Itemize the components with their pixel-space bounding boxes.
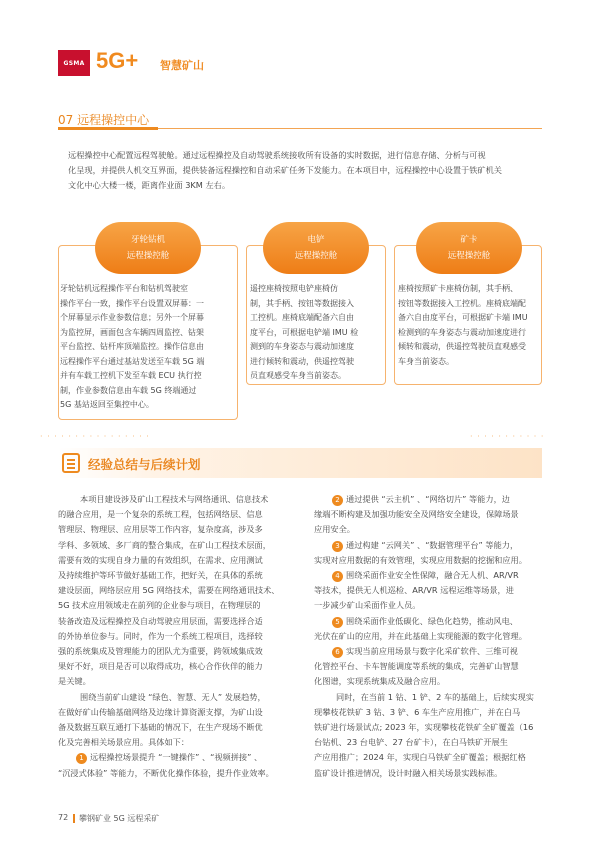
decorative-dots: · · · · · · · · · · · [470, 432, 545, 441]
text-line: 光伏在矿山的应用，并在此基础上实现能源的数字化管理。 [314, 630, 527, 641]
text-line: “沉浸式体验” 等能力，不断优化操作体验，提升作业效率。 [58, 767, 274, 778]
text-line: 的融合应用，是一个复杂的系统工程，包括网络层、信息 [58, 509, 263, 520]
intro-line: 文化中心大楼一楼，距离作业面 3KM 左右。 [68, 180, 231, 190]
text-line: 学科、多领域、多厂商的整合集成，在矿山工程技术层面， [58, 539, 271, 550]
section-intro [68, 148, 542, 193]
footer-divider [73, 814, 75, 823]
card-line: 员直观感受车身当前姿态。 [250, 371, 346, 380]
card-title-line: 牙轮钻机 [130, 235, 165, 245]
text-line: 需要有效的实现自身力量的有效组织，在需求、应用测试 [58, 554, 263, 565]
card-line: 按钮等数据接入工控机。座椅底端配 [398, 298, 526, 308]
text-line: 强的系统集成及管理能力的团队尤为重要，跨领域集成效 [58, 646, 263, 657]
text-line: 化及完善相关场景应用。具体如下： [58, 737, 190, 748]
text-line: 5G 技术应用领域走在前列的企业参与项目，在物理层的 [58, 600, 261, 611]
card-line: 牙轮钻机远程操作平台和钻机驾驶室 [60, 284, 188, 293]
text-line: 同时，在当前 1 钻、1 铲、2 车的基础上，后续实现实 [336, 691, 534, 702]
card-line: 测到的车身姿态与震动加速度 [250, 342, 354, 351]
card-line: 倾转和震动，供遥控驾驶员直观感受 [398, 342, 526, 351]
card-line: 个屏幕显示作业参数信息；另外一个屏幕 [60, 313, 204, 322]
card-line: 备六自由度平台，可根据矿卡端 IMU [398, 313, 528, 322]
text-line: 缘端不断构建及加强功能安全及网络安全建设，保障场景 [314, 509, 519, 520]
intro-line: 远程操控中心配置远程驾驶舱。通过远程操控及自动驾驶系统接收所有设备的实时数据，进行信息存储、分析与可视 [68, 150, 486, 160]
card-line: 制，其手柄、按钮等数据接入 [250, 298, 354, 308]
text-line: 台钻机、23 台电铲、27 台矿卡），在白马铁矿开展生 [314, 737, 508, 748]
text-line: 远程操控场景提升 “一键操作” 、“视频拼接” 、 [90, 752, 263, 763]
text-line: 铁矿进行场景试点; 2023 年，实现攀枝花铁矿全矿覆盖（16 [314, 722, 534, 733]
card-line: 并有车载工控机下发至车载 ECU 执行控 [60, 371, 202, 380]
banner-title: 经验总结与后续计划 [88, 457, 201, 472]
footer-title: 攀钢矿业 5G 远程采矿 [79, 814, 160, 823]
text-line: 建设层面，网络层应用 5G 网络技术，需要在网络通讯技术、 [58, 585, 280, 596]
text-line: 本项目建设涉及矿山工程技术与网络通讯、信息技术 [80, 494, 269, 504]
text-line: 一步减少矿山采面作业人员。 [314, 600, 421, 611]
text-line: 产应用推广；2024 年，实现白马铁矿全矿覆盖；根据红格 [314, 752, 526, 763]
decorative-dots: · · · · · · · · · · · · · · · · [40, 432, 150, 441]
left-column [58, 492, 296, 781]
card-text-drill [60, 282, 236, 413]
number-badge-3: 3 [332, 541, 343, 552]
right-column [314, 492, 544, 781]
card-text-shovel [250, 282, 384, 384]
text-line: 管理层、物理层、应用层等工作内容，复杂度高，涉及多 [58, 524, 263, 535]
text-line: 应用安全。 [314, 524, 355, 535]
card-text-truck [398, 282, 540, 369]
card-head-truck [416, 222, 522, 274]
text-line: 是关键。 [58, 676, 91, 687]
logo-text: GSMA [63, 59, 85, 67]
text-line: 通过构建 “云网关” 、“数据管理平台” 等能力， [346, 539, 519, 550]
number-badge-4: 4 [332, 571, 343, 582]
brand-subtitle: 智慧矿山 [160, 59, 204, 72]
card-head-shovel [263, 222, 369, 274]
card-title-line: 远程操控舱 [294, 251, 338, 261]
text-line: 围绕当前矿山建设 “绿色、智慧、无人” 发展趋势， [80, 691, 266, 702]
card-title-line: 矿卡 [460, 235, 478, 245]
card-line: 制，作业参数信息由车载 5G 终端通过 [60, 385, 197, 395]
gsma-logo [58, 50, 90, 76]
page-number: 72 [58, 813, 69, 822]
card-head-drill [95, 222, 201, 274]
card-line: 操作平台一致，操作平台设置双屏幕：一 [60, 298, 204, 308]
text-line: 围绕采面作业安全性保障，融合无人机、AR/VR [346, 570, 519, 581]
text-line: 实现对应用数据的有效管理，实现应用数据的挖掘和应用。 [314, 554, 527, 565]
card-line: 座椅按照矿卡座椅仿制，其手柄、 [398, 284, 518, 293]
number-badge-5: 5 [332, 617, 343, 628]
card-line: 平台监控、钻杆库顶端监控。操作信息由 [60, 342, 204, 351]
intro-line: 化呈现，并提供人机交互界面，提供装备远程操控和自动采矿任务下发能力。在本项目中，远程操控中心设置于铁矿机关 [68, 165, 502, 175]
card-line: 工控机。座椅底端配备六自由 [250, 313, 354, 322]
number-badge-2: 2 [332, 495, 343, 506]
card-line: 为监控屏，画面包含车辆四周监控、钻架 [60, 327, 204, 337]
text-line: 的外协单位参与。同时，作为一个系统工程项目，选择较 [58, 630, 263, 641]
text-line: 现攀枝花铁矿 3 钻、3 铲、6 车生产应用推广，并在白马 [314, 706, 521, 717]
text-line: 及持续维护等环节做好基础工作，把好关，在具体的系统 [58, 570, 263, 581]
text-line: 通过提供 “云主机” 、“网络切片” 等能力，边 [346, 494, 510, 504]
section-title: 07 远程操控中心 [58, 113, 150, 127]
text-line: 果好不好，项目是否可以取得成功，核心合作伙伴的能力 [58, 661, 263, 672]
card-line: 检测到的车身姿态与震动加速度进行 [398, 327, 526, 337]
card-line: 远程操作平台通过基站发送至车载 5G 端 [60, 356, 205, 366]
card-line: 进行倾转和震动，供遥控驾驶 [250, 356, 354, 366]
card-title-line: 远程操控舱 [126, 251, 170, 261]
text-line: 在做好矿山传输基础网络及边缘计算资源支撑，为矿山设 [58, 706, 263, 717]
card-line: 5G 基站返回至集控中心。 [60, 400, 154, 409]
text-line: 等技术，提供无人机巡检、AR/VR 远程运维等场景，进 [314, 585, 514, 596]
text-line: 备及数据互联互通打下基础的情况下，在生产现场不断优 [58, 722, 263, 733]
number-badge-1: 1 [76, 753, 87, 764]
text-line: 化管控平台、卡车智能调度等系统的集成，完善矿山智慧 [314, 661, 519, 672]
text-line: 围绕采面作业低碳化、绿色化趋势，推动风电、 [346, 615, 518, 626]
text-line: 化图谱，实现系统集成及融合应用。 [314, 676, 446, 687]
text-line: 实现当前应用场景与数字化采矿软件、三维可视 [346, 646, 518, 657]
text-line: 装备改造及远程操控及自动驾驶应用层面，需要选择合适 [58, 615, 263, 626]
card-line: 度平台，可根据电铲端 IMU 检 [250, 327, 359, 337]
brand-title: 5G+ [96, 48, 139, 73]
section-divider-accent [58, 127, 158, 130]
text-line: 监矿设计推进情况，设计时融入相关场景实践标准。 [314, 767, 503, 778]
number-badge-6: 6 [332, 647, 343, 658]
card-title-line: 电铲 [307, 235, 325, 245]
checklist-icon [62, 453, 80, 473]
card-title-line: 远程操控舱 [447, 251, 491, 261]
card-line: 遥控座椅按照电铲座椅仿 [250, 284, 338, 293]
card-line: 车身当前姿态。 [398, 356, 454, 366]
